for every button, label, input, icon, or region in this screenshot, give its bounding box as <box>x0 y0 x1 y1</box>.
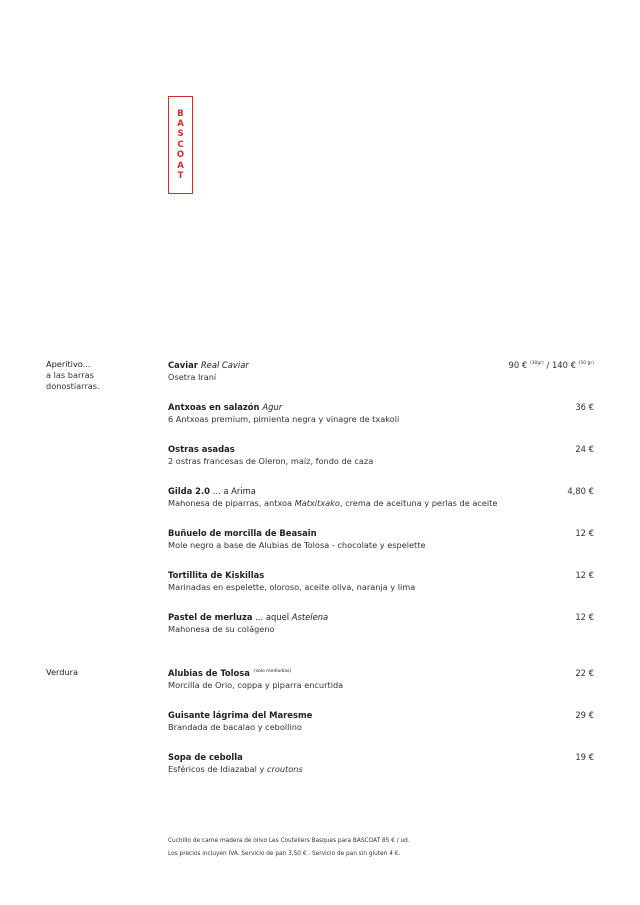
menu-item-guisante <box>168 709 594 733</box>
item-name: Ostras asadas <box>168 444 235 454</box>
section-subtitle: donostiarras. <box>46 381 100 391</box>
footer-notes <box>168 835 410 861</box>
item-description: Esféricos de Idiazabal y croutons <box>168 764 303 774</box>
item-price: 36 € <box>575 402 594 412</box>
logo-letter: B <box>177 108 184 119</box>
item-description: Mahonesa de piparras, antxoa Matxitxako, crema de aceituna y perlas de aceite <box>168 498 498 508</box>
footer-line: Los precios incluyen IVA. Servicio de pan 3,50 € . Servicio de pan sin gluten 4 €. <box>168 851 401 857</box>
section-subtitle: a las barras <box>46 370 94 380</box>
item-name: Tortillita de Kiskillas <box>168 570 265 580</box>
item-description: Marinadas en espelette, oloroso, aceite oliva, naranja y lima <box>168 582 416 592</box>
item-price: 29 € <box>575 710 594 720</box>
item-name: Caviar Real Caviar <box>168 360 249 370</box>
item-price: 12 € <box>575 612 594 622</box>
item-price: 19 € <box>575 752 594 762</box>
item-description: Morcilla de Orio, coppa y piparra encurtida <box>168 680 344 690</box>
menu-item-sopa <box>168 751 594 775</box>
section-verdura <box>46 667 78 678</box>
bascoat-logo <box>168 96 193 194</box>
menu-item-pastel <box>168 611 594 635</box>
item-description: Brandada de bacalao y cebollino <box>168 722 302 732</box>
item-price: 12 € <box>575 570 594 580</box>
section-title: Aperitivo... <box>46 359 91 369</box>
item-price: 90 € $^{(30gr)}$ / 140 € $^{(50 gr)}$ <box>508 360 594 370</box>
section-title: Verdura <box>46 667 78 677</box>
item-price: 24 € <box>575 444 594 454</box>
item-description: Mole negro a base de Alubias de Tolosa - chocolate y espelette <box>168 540 426 550</box>
item-name: Sopa de cebolla <box>168 752 243 762</box>
logo-letter: C <box>177 139 184 150</box>
item-name: Alubias de Tolosa $^{(solo mediodías)}$ <box>168 668 292 678</box>
menu-item-bunuelo <box>168 527 594 551</box>
item-description: 2 ostras francesas de Oleron, maíz, fondo de caza <box>168 456 374 466</box>
menu-item-ostras <box>168 443 594 467</box>
item-name: Pastel de merluza ... aquel Astelena <box>168 612 329 622</box>
item-name: Guisante lágrima del Maresme <box>168 710 313 720</box>
logo-letter: S <box>177 129 184 140</box>
item-price: 12 € <box>575 528 594 538</box>
section-aperitivo <box>46 359 100 392</box>
menu-item-alubias <box>168 667 594 691</box>
logo-letter: T <box>177 171 184 182</box>
item-name: Buñuelo de morcilla de Beasain <box>168 528 317 538</box>
footer-line: Cuchillo de carne madera de olivo Les Couteliers Basques para BASCOAT 85 € / ud. <box>168 838 410 844</box>
item-description: 6 Antxoas premium, pimienta negra y vinagre de txakoli <box>168 414 400 424</box>
item-description: Osetra Iraní <box>168 372 217 382</box>
logo-letter: A <box>177 160 184 171</box>
item-note: (solo mediodías) <box>253 669 292 674</box>
menu-item-caviar <box>168 359 594 383</box>
logo-letter: O <box>176 150 185 161</box>
item-name: Antxoas en salazón Agur <box>168 402 283 412</box>
item-price: 4,80 € <box>567 486 594 496</box>
menu-item-gilda <box>168 485 594 509</box>
menu-item-tortillita <box>168 569 594 593</box>
item-name: Gilda 2.0 ... a Arima <box>168 486 256 496</box>
menu-item-antxoas <box>168 401 594 425</box>
item-description: Mahonesa de su colágeno <box>168 624 275 634</box>
logo-letter: A <box>177 118 184 129</box>
item-price: 22 € <box>575 668 594 678</box>
